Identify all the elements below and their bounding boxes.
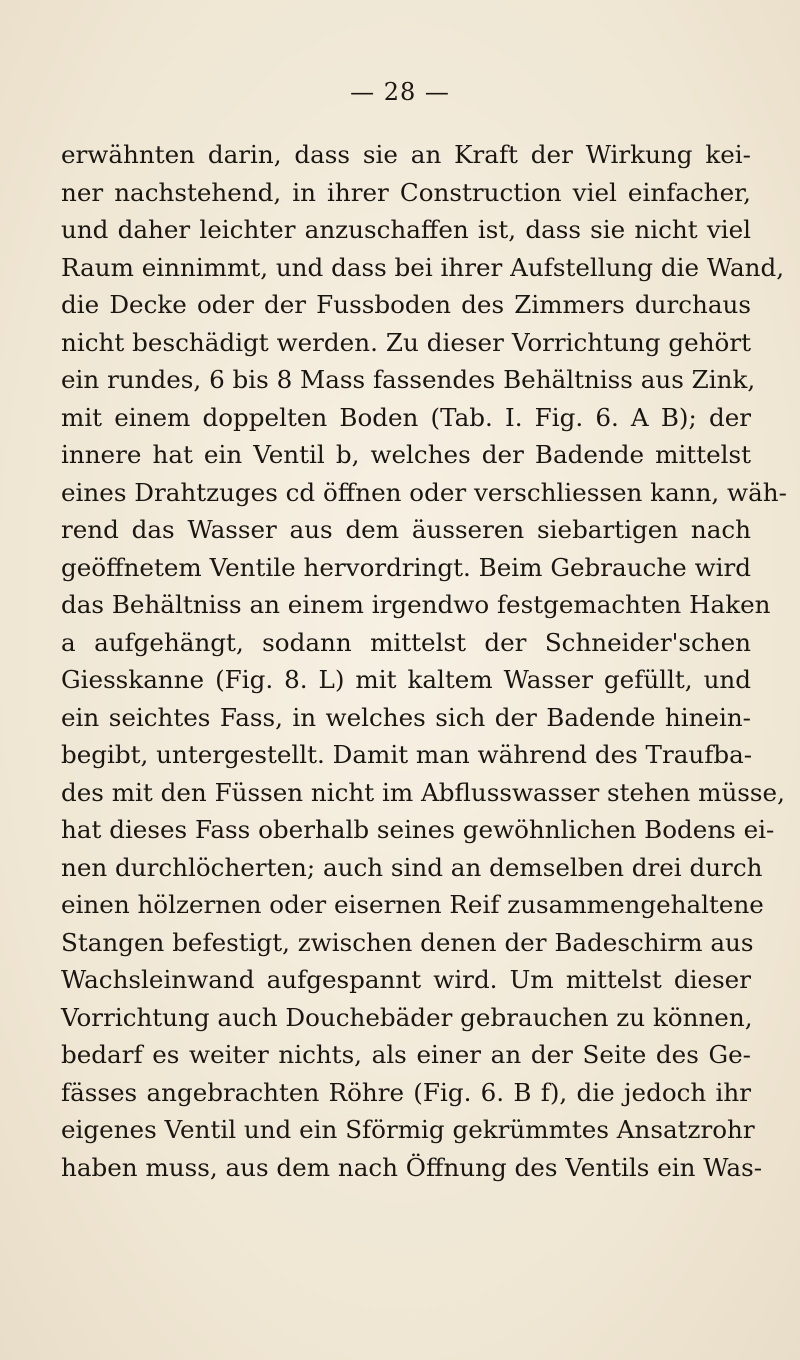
text-line: Stangen befestigt, zwischen denen der Badeschirm aus [61, 927, 754, 957]
text-line: eines Drahtzuges cd öffnen oder verschliessen kann, wäh- [61, 477, 787, 507]
text-line: nen durchlöcherten; auch sind an demselben drei durch [61, 852, 763, 882]
text-line: hat dieses Fass oberhalb seines gewöhnlichen Bodens ei- [61, 815, 775, 844]
text-line: begibt, untergestellt. Damit man während des Traufba- [61, 740, 753, 769]
text-line: ein rundes, 6 bis 8 Mass fassendes Behältniss aus Zink, [61, 365, 756, 394]
text-line: mit einem doppelten Boden (Tab. I. Fig. 6. A B); der [61, 402, 751, 432]
text-line: innere hat ein Ventil b, welches der Badende mittelst [61, 440, 751, 469]
text-line: eigenes Ventil und ein Sförmig gekrümmtes Ansatzrohr [61, 1115, 755, 1144]
text-line: fässes angebrachten Röhre (Fig. 6. B f), die jedoch ihr [61, 1077, 751, 1107]
text-line: ein seichtes Fass, in welches sich der Badende hinein- [61, 702, 751, 732]
text-line: a aufgehängt, sodann mittelst der Schneider'schen [61, 627, 751, 657]
text-line: geöffnetem Ventile hervordringt. Beim Gebrauche wird [61, 552, 751, 582]
body-text [61, 136, 787, 1186]
text-line: die Decke oder der Fussboden des Zimmers durchaus [61, 290, 751, 319]
text-line: bedarf es weiter nichts, als einer an der Seite des Ge- [61, 1040, 751, 1069]
text-line: nicht beschädigt werden. Zu dieser Vorrichtung gehört [61, 327, 751, 357]
text-line: rend das Wasser aus dem äusseren siebartigen nach [61, 515, 751, 544]
text-line: erwähnten darin, dass sie an Kraft der Wirkung kei- [61, 140, 751, 169]
page-number: — 28 — [350, 78, 450, 106]
text-line: des mit den Füssen nicht im Abflusswasser stehen müsse, [61, 777, 785, 807]
text-line: Giesskanne (Fig. 8. L) mit kaltem Wasser gefüllt, und [61, 665, 751, 694]
text-line: und daher leichter anzuschaffen ist, dass sie nicht viel [61, 215, 751, 244]
text-line: Raum einnimmt, und dass bei ihrer Aufstellung die Wand, [61, 252, 785, 282]
text-line: haben muss, aus dem nach Öffnung des Ventils ein Was- [61, 1152, 763, 1182]
text-line: Wachsleinwand aufgespannt wird. Um mittelst dieser [61, 965, 751, 994]
text-line: einen hölzernen oder eisernen Reif zusammengehaltene [61, 890, 764, 919]
text-line: ner nachstehend, in ihrer Construction viel einfacher, [61, 177, 751, 207]
text-line: das Behältniss an einem irgendwo festgemachten Haken [61, 590, 771, 619]
text-line: Vorrichtung auch Douchebäder gebrauchen zu können, [61, 1002, 753, 1032]
